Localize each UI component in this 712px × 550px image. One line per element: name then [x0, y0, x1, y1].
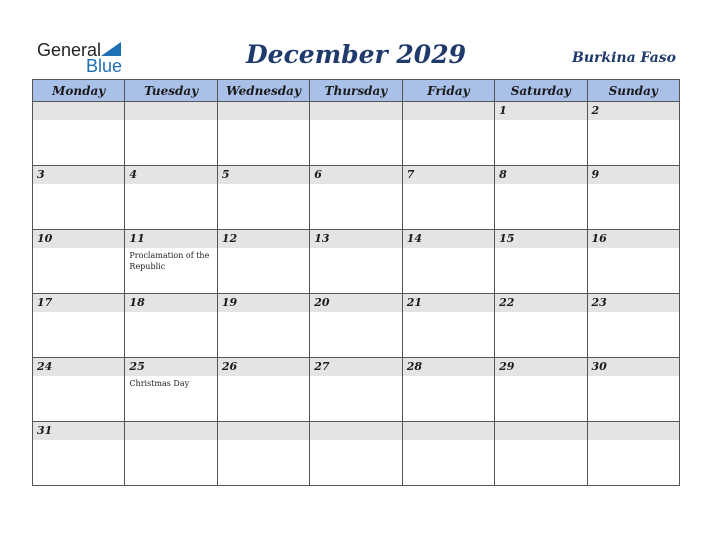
day-number: [218, 422, 309, 440]
holiday-label: [495, 440, 586, 442]
holiday-label: [33, 120, 124, 122]
day-number: 27: [310, 358, 401, 376]
holiday-label: Proclamation of the Republic: [129, 251, 210, 271]
day-cell: [125, 166, 217, 230]
day-number: 15: [495, 230, 586, 248]
holiday-label: [495, 184, 586, 186]
day-cell: [125, 230, 217, 294]
day-cell: [495, 422, 587, 486]
day-number: 4: [125, 166, 216, 184]
holiday-label: [33, 312, 124, 314]
holiday-label: [310, 312, 401, 314]
day-number: 14: [403, 230, 494, 248]
holiday-label: [125, 120, 216, 122]
logo-blue-text: Blue: [86, 56, 123, 76]
day-cell: [495, 230, 587, 294]
day-cell: [217, 294, 309, 358]
day-cell: [402, 230, 494, 294]
day-cell: [402, 102, 494, 166]
day-number: 12: [218, 230, 309, 248]
holiday-label: [495, 312, 586, 314]
day-number: 6: [310, 166, 401, 184]
holiday-label: [125, 312, 216, 314]
day-cell: [217, 102, 309, 166]
day-cell: [587, 102, 679, 166]
day-cell: [587, 230, 679, 294]
weekday-header: Monday: [33, 80, 125, 102]
day-number: [403, 102, 494, 120]
holiday-label: [403, 440, 494, 442]
day-cell: [310, 294, 402, 358]
weekday-header: Wednesday: [217, 80, 309, 102]
country-name: Burkina Faso: [572, 50, 676, 66]
day-cell: [310, 230, 402, 294]
day-number: [403, 422, 494, 440]
day-number: 22: [495, 294, 586, 312]
holiday-label: [588, 440, 679, 442]
holiday-label: [588, 120, 679, 122]
day-number: 25: [125, 358, 216, 376]
day-cell: [33, 294, 125, 358]
holiday-label: [33, 376, 124, 378]
holiday-label: [218, 184, 309, 186]
day-number: 23: [588, 294, 679, 312]
day-number: 8: [495, 166, 586, 184]
day-number: 30: [588, 358, 679, 376]
day-cell: [495, 166, 587, 230]
day-cell: [33, 102, 125, 166]
calendar-title: December 2029: [245, 40, 466, 69]
day-number: [310, 422, 401, 440]
day-cell: [402, 358, 494, 422]
holiday-label: [495, 248, 586, 250]
day-number: 28: [403, 358, 494, 376]
day-number: 17: [33, 294, 124, 312]
day-cell: [33, 422, 125, 486]
day-number: 10: [33, 230, 124, 248]
day-cell: [217, 358, 309, 422]
logo-triangle-icon: [101, 42, 121, 56]
holiday-label: [310, 120, 401, 122]
week-row: [33, 166, 680, 230]
day-number: 20: [310, 294, 401, 312]
day-number: [33, 102, 124, 120]
holiday-label: [588, 376, 679, 378]
week-row: [33, 422, 680, 486]
weekday-header: Saturday: [495, 80, 587, 102]
day-cell: [33, 358, 125, 422]
day-number: 24: [33, 358, 124, 376]
weekday-header: Thursday: [310, 80, 402, 102]
holiday-label: [218, 312, 309, 314]
weekday-header: Sunday: [587, 80, 679, 102]
day-cell: [33, 230, 125, 294]
day-number: [310, 102, 401, 120]
day-number: 26: [218, 358, 309, 376]
day-cell: [587, 422, 679, 486]
day-cell: [402, 422, 494, 486]
day-cell: [310, 166, 402, 230]
holiday-label: [310, 440, 401, 442]
day-cell: [125, 294, 217, 358]
day-cell: [495, 358, 587, 422]
holiday-label: Christmas Day: [129, 379, 190, 388]
logo-general-text: General: [37, 40, 102, 60]
day-number: 29: [495, 358, 586, 376]
day-number: [218, 102, 309, 120]
week-row: [33, 230, 680, 294]
holiday-label: [33, 440, 124, 442]
day-cell: [310, 102, 402, 166]
holiday-label: [495, 376, 586, 378]
holiday-label: [588, 312, 679, 314]
day-number: 16: [588, 230, 679, 248]
holiday-label: [403, 120, 494, 122]
day-cell: [495, 294, 587, 358]
day-number: 7: [403, 166, 494, 184]
holiday-label: [403, 248, 494, 250]
day-number: 13: [310, 230, 401, 248]
day-cell: [402, 166, 494, 230]
day-number: 19: [218, 294, 309, 312]
day-cell: [217, 166, 309, 230]
holiday-label: [310, 184, 401, 186]
calendar-grid: [32, 79, 680, 486]
day-cell: [310, 358, 402, 422]
day-cell: [402, 294, 494, 358]
holiday-label: [403, 312, 494, 314]
week-row: [33, 102, 680, 166]
day-number: [495, 422, 586, 440]
week-row: [33, 358, 680, 422]
holiday-label: [218, 120, 309, 122]
day-number: [588, 422, 679, 440]
holiday-label: [403, 184, 494, 186]
day-cell: [310, 422, 402, 486]
day-cell: [33, 166, 125, 230]
weekday-header-row: [33, 80, 680, 102]
holiday-label: [310, 376, 401, 378]
day-cell: [587, 294, 679, 358]
holiday-label: [588, 248, 679, 250]
day-cell: [125, 358, 217, 422]
holiday-label: [125, 184, 216, 186]
day-number: 1: [495, 102, 586, 120]
holiday-label: [125, 440, 216, 442]
week-row: [33, 294, 680, 358]
day-cell: [125, 422, 217, 486]
day-cell: [587, 166, 679, 230]
day-cell: [125, 102, 217, 166]
day-cell: [587, 358, 679, 422]
day-number: 3: [33, 166, 124, 184]
holiday-label: [588, 184, 679, 186]
holiday-label: [218, 376, 309, 378]
day-number: 11: [125, 230, 216, 248]
day-number: 5: [218, 166, 309, 184]
day-number: [125, 422, 216, 440]
holiday-label: [403, 376, 494, 378]
day-number: 31: [33, 422, 124, 440]
day-number: 2: [588, 102, 679, 120]
holiday-label: [33, 248, 124, 250]
day-cell: [217, 422, 309, 486]
holiday-label: [310, 248, 401, 250]
day-number: [125, 102, 216, 120]
holiday-label: [33, 184, 124, 186]
day-number: 9: [588, 166, 679, 184]
day-number: 21: [403, 294, 494, 312]
holiday-label: [218, 248, 309, 250]
weekday-header: Tuesday: [125, 80, 217, 102]
holiday-label: [495, 120, 586, 122]
day-number: 18: [125, 294, 216, 312]
holiday-label: [218, 440, 309, 442]
day-cell: [495, 102, 587, 166]
weekday-header: Friday: [402, 80, 494, 102]
day-cell: [217, 230, 309, 294]
